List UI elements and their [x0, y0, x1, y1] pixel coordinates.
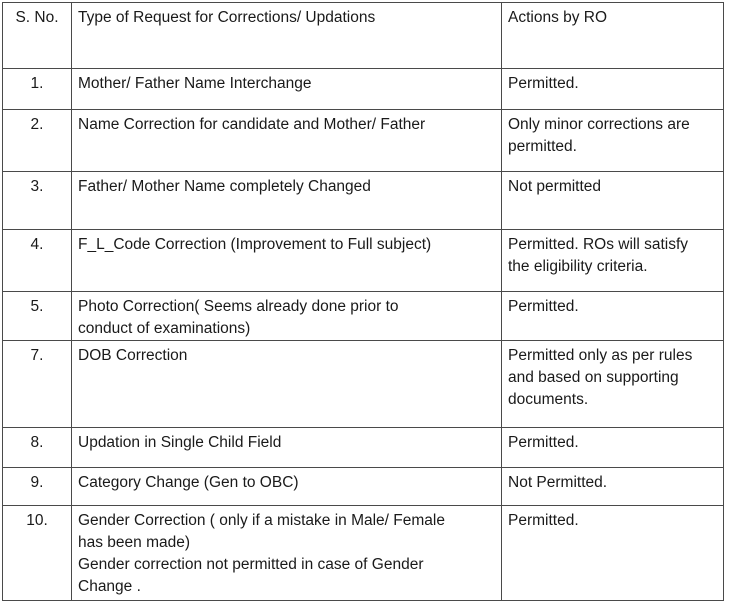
- row-request-type: [72, 506, 502, 601]
- action-line: documents.: [508, 391, 589, 408]
- row-sno: 8.: [3, 428, 72, 468]
- action-line: Only minor corrections are: [508, 116, 690, 133]
- row-sno: 9.: [3, 468, 72, 506]
- row-request-type: [72, 230, 502, 292]
- row-sno: 2.: [3, 110, 72, 172]
- request-type-line: Gender Correction ( only if a mistake in Male/ Female: [78, 512, 445, 529]
- row-action: [502, 292, 724, 341]
- row-action: [502, 69, 724, 110]
- table-row: [3, 468, 724, 506]
- request-type-line: conduct of examinations): [78, 320, 251, 337]
- corrections-table: [2, 2, 724, 601]
- row-sno: 5.: [3, 292, 72, 341]
- action-line: Permitted only as per rules: [508, 347, 693, 364]
- row-sno: 7.: [3, 341, 72, 428]
- request-type-line: Category Change (Gen to OBC): [78, 474, 299, 491]
- table-row: [3, 341, 724, 428]
- row-action: [502, 172, 724, 230]
- row-request-type: [72, 69, 502, 110]
- row-request-type: [72, 341, 502, 428]
- action-line: Permitted.: [508, 512, 579, 529]
- request-type-line: has been made): [78, 534, 191, 551]
- action-line: Permitted.: [508, 298, 579, 315]
- action-line: Permitted. ROs will satisfy: [508, 236, 689, 253]
- action-line: Not Permitted.: [508, 474, 608, 491]
- action-line: and based on supporting: [508, 369, 679, 386]
- request-type-line: Father/ Mother Name completely Changed: [78, 178, 371, 195]
- table-row: [3, 292, 724, 341]
- action-line: Not permitted: [508, 178, 602, 195]
- row-request-type: [72, 172, 502, 230]
- action-line: permitted.: [508, 138, 577, 155]
- header-sno: S. No.: [3, 3, 72, 69]
- table-row: [3, 230, 724, 292]
- request-type-line: Change .: [78, 578, 141, 595]
- table-row: [3, 69, 724, 110]
- row-request-type: [72, 110, 502, 172]
- row-sno: 1.: [3, 69, 72, 110]
- request-type-line: Gender correction not permitted in case of Gender: [78, 556, 424, 573]
- header-type: Type of Request for Corrections/ Updations: [72, 3, 502, 69]
- row-sno: 10.: [3, 506, 72, 601]
- row-action: [502, 110, 724, 172]
- row-action: [502, 506, 724, 601]
- request-type-line: Photo Correction( Seems already done prior to: [78, 298, 399, 315]
- action-line: the eligibility criteria.: [508, 258, 648, 275]
- request-type-line: F_L_Code Correction (Improvement to Full subject): [78, 236, 432, 253]
- action-line: Permitted.: [508, 75, 579, 92]
- row-request-type: [72, 468, 502, 506]
- row-request-type: [72, 292, 502, 341]
- request-type-line: Updation in Single Child Field: [78, 434, 282, 451]
- table-row: [3, 172, 724, 230]
- header-row: [3, 3, 724, 69]
- request-type-line: Name Correction for candidate and Mother/ Father: [78, 116, 426, 133]
- table-row: [3, 506, 724, 601]
- request-type-line: DOB Correction: [78, 347, 188, 364]
- request-type-line: Mother/ Father Name Interchange: [78, 75, 312, 92]
- table-row: [3, 110, 724, 172]
- row-action: [502, 468, 724, 506]
- row-sno: 4.: [3, 230, 72, 292]
- action-line: Permitted.: [508, 434, 579, 451]
- row-action: [502, 428, 724, 468]
- row-request-type: [72, 428, 502, 468]
- table-row: [3, 428, 724, 468]
- row-action: [502, 341, 724, 428]
- row-sno: 3.: [3, 172, 72, 230]
- table-body: [3, 69, 724, 601]
- row-action: [502, 230, 724, 292]
- header-action: Actions by RO: [502, 3, 724, 69]
